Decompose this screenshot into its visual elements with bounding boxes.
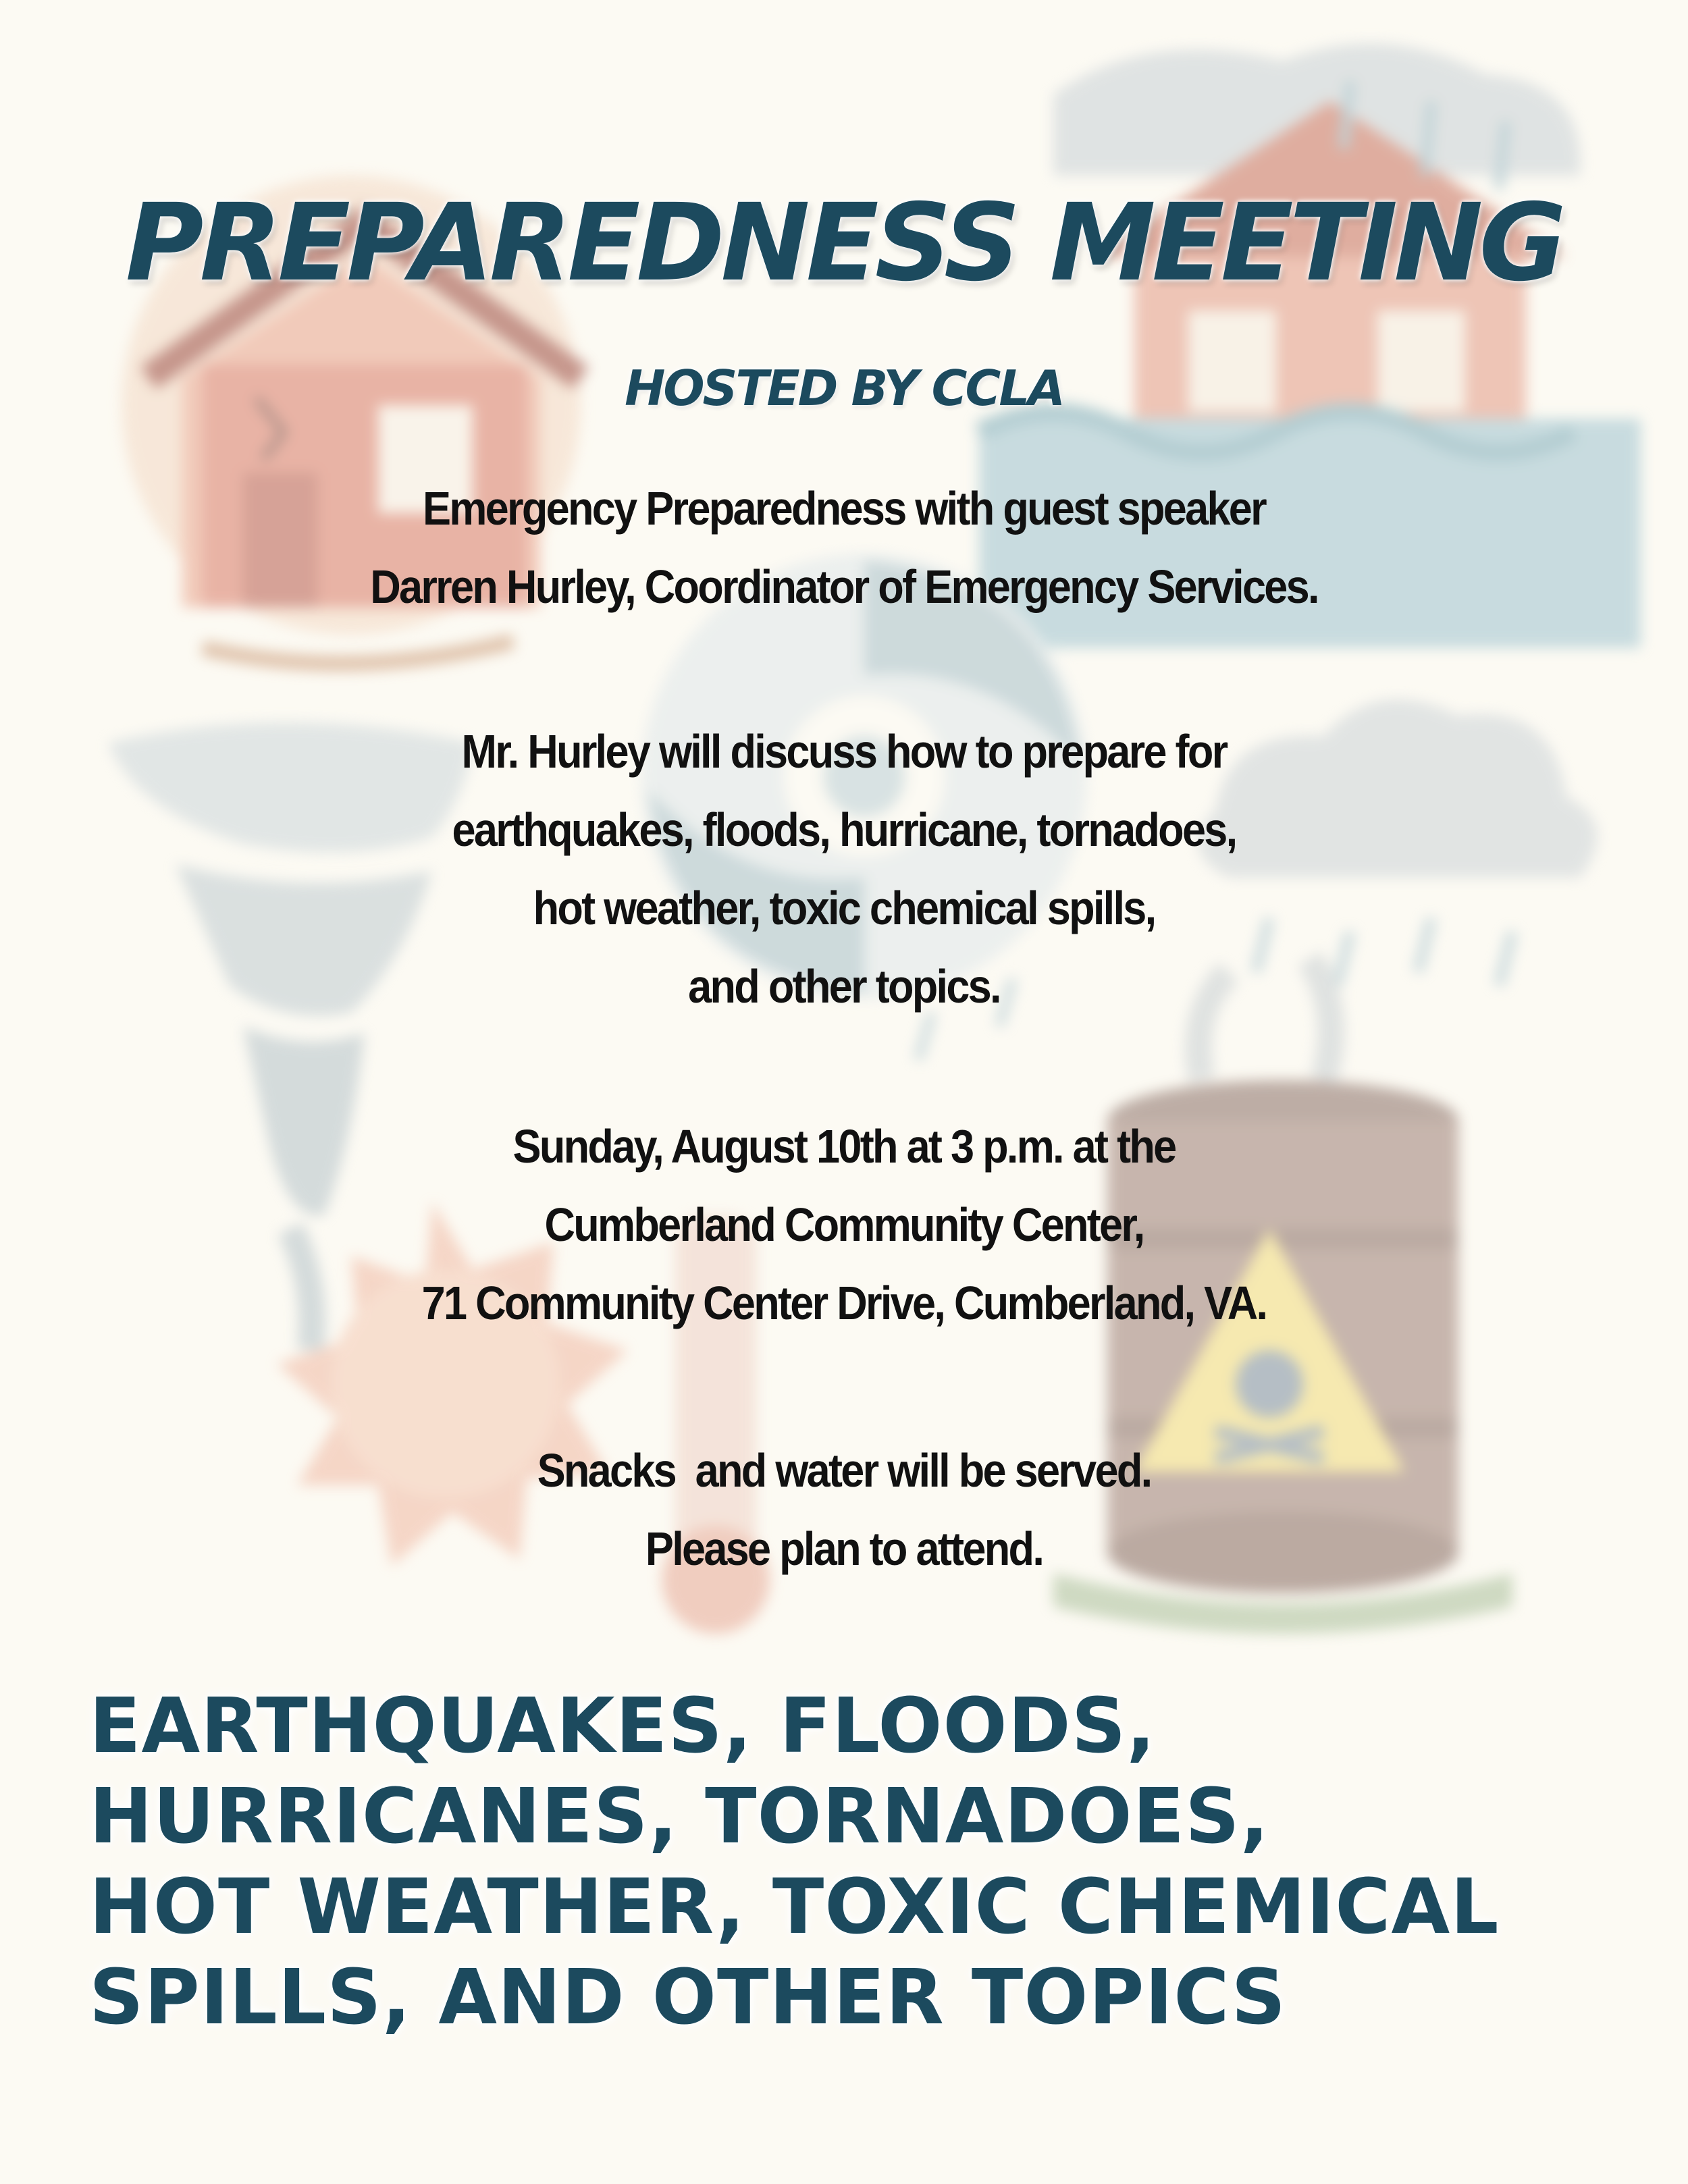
topics-banner bbox=[89, 1681, 1642, 2043]
page-title: PREPAREDNESS MEETING bbox=[125, 181, 1563, 305]
paragraph-line: Mr. Hurley will discuss how to prepare for bbox=[461, 725, 1227, 778]
paragraph-line: Darren Hurley, Coordinator of Emergency Services. bbox=[370, 560, 1318, 613]
speaker-paragraph bbox=[84, 469, 1604, 626]
paragraph-line: and other topics. bbox=[688, 960, 1000, 1013]
paragraph-line: Cumberland Community Center, bbox=[544, 1198, 1144, 1251]
date-location-paragraph bbox=[84, 1107, 1604, 1342]
paragraph-line: Snacks and water will be served. bbox=[537, 1444, 1151, 1497]
paragraph-line: Please plan to attend. bbox=[645, 1522, 1043, 1575]
banner-line: SPILLS, AND OTHER TOPICS bbox=[89, 1954, 1287, 2042]
closing-paragraph bbox=[84, 1431, 1604, 1588]
paragraph-line: 71 Community Center Drive, Cumberland, VA. bbox=[421, 1277, 1267, 1329]
banner-line: EARTHQUAKES, FLOODS, bbox=[89, 1682, 1156, 1770]
paragraph-line: hot weather, toxic chemical spills, bbox=[533, 882, 1155, 934]
host-subtitle: HOSTED BY CCLA bbox=[625, 360, 1063, 417]
paragraph-line: Emergency Preparedness with guest speaker bbox=[423, 482, 1265, 535]
paragraph-line: earthquakes, floods, hurricane, tornadoes, bbox=[452, 803, 1236, 856]
banner-line: HURRICANES, TORNADOES, bbox=[89, 1773, 1270, 1861]
paragraph-line: Sunday, August 10th at 3 p.m. at the bbox=[512, 1120, 1176, 1173]
topics-paragraph bbox=[84, 712, 1604, 1026]
banner-line: HOT WEATHER, TOXIC CHEMICAL bbox=[89, 1863, 1500, 1951]
